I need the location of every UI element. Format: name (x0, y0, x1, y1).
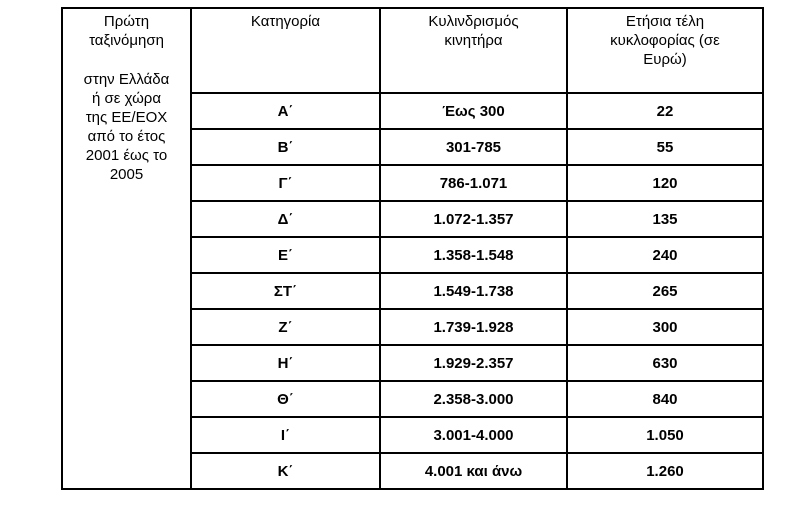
displacement-cell: Έως 300 (380, 93, 567, 129)
category-cell: ΣΤ΄ (191, 273, 380, 309)
displacement-cell: 2.358-3.000 (380, 381, 567, 417)
displacement-cell: 786-1.071 (380, 165, 567, 201)
fee-cell: 120 (567, 165, 763, 201)
annual-fees-header-line-1: Ετήσια τέλη (625, 13, 705, 30)
fee-cell: 135 (567, 201, 763, 237)
fee-cell: 265 (567, 273, 763, 309)
fee-cell: 300 (567, 309, 763, 345)
displacement-header-line-1: Κυλινδρισμός (428, 13, 519, 30)
fee-cell: 240 (567, 237, 763, 273)
first-registration-note-line-5: 2001 έως το (85, 147, 168, 164)
category-header-text: Κατηγορία (250, 13, 321, 30)
category-cell: Κ΄ (191, 453, 380, 489)
fee-cell: 1.260 (567, 453, 763, 489)
category-cell: Η΄ (191, 345, 380, 381)
fee-cell: 840 (567, 381, 763, 417)
fee-cell: 55 (567, 129, 763, 165)
annual-fees-header-line-3: Ευρώ) (643, 51, 687, 68)
displacement-cell: 301-785 (380, 129, 567, 165)
first-registration-cell (62, 8, 191, 489)
displacement-cell: 4.001 και άνω (380, 453, 567, 489)
category-cell: Α΄ (191, 93, 380, 129)
first-registration-note-line-2: ή σε χώρα (91, 90, 161, 107)
displacement-cell: 3.001-4.000 (380, 417, 567, 453)
first-registration-note-line-3: της ΕΕ/ΕΟΧ (85, 109, 168, 126)
annual-fees-header (567, 8, 763, 93)
category-cell: Δ΄ (191, 201, 380, 237)
annual-fees-header-line-2: κυκλοφορίας (σε (610, 32, 720, 49)
header-row (62, 8, 763, 93)
fee-cell: 22 (567, 93, 763, 129)
fee-cell: 630 (567, 345, 763, 381)
circulation-fees-table (61, 7, 764, 490)
category-cell: Ε΄ (191, 237, 380, 273)
first-registration-note-line-6: 2005 (109, 166, 144, 183)
displacement-cell: 1.072-1.357 (380, 201, 567, 237)
category-cell: Ι΄ (191, 417, 380, 453)
first-registration-heading-line-2: ταξινόμηση (89, 32, 164, 49)
displacement-cell: 1.739-1.928 (380, 309, 567, 345)
fee-cell: 1.050 (567, 417, 763, 453)
first-registration-note-line-4: από το έτος (87, 128, 166, 145)
category-cell: Θ΄ (191, 381, 380, 417)
displacement-cell: 1.929-2.357 (380, 345, 567, 381)
category-cell: Γ΄ (191, 165, 380, 201)
displacement-header-line-2: κινητήρα (444, 32, 503, 49)
first-registration-heading-line-1: Πρώτη (103, 13, 150, 30)
category-cell: Β΄ (191, 129, 380, 165)
displacement-cell: 1.549-1.738 (380, 273, 567, 309)
category-cell: Ζ΄ (191, 309, 380, 345)
category-header (191, 8, 380, 93)
displacement-header (380, 8, 567, 93)
first-registration-note-line-1: στην Ελλάδα (83, 71, 170, 88)
displacement-cell: 1.358-1.548 (380, 237, 567, 273)
